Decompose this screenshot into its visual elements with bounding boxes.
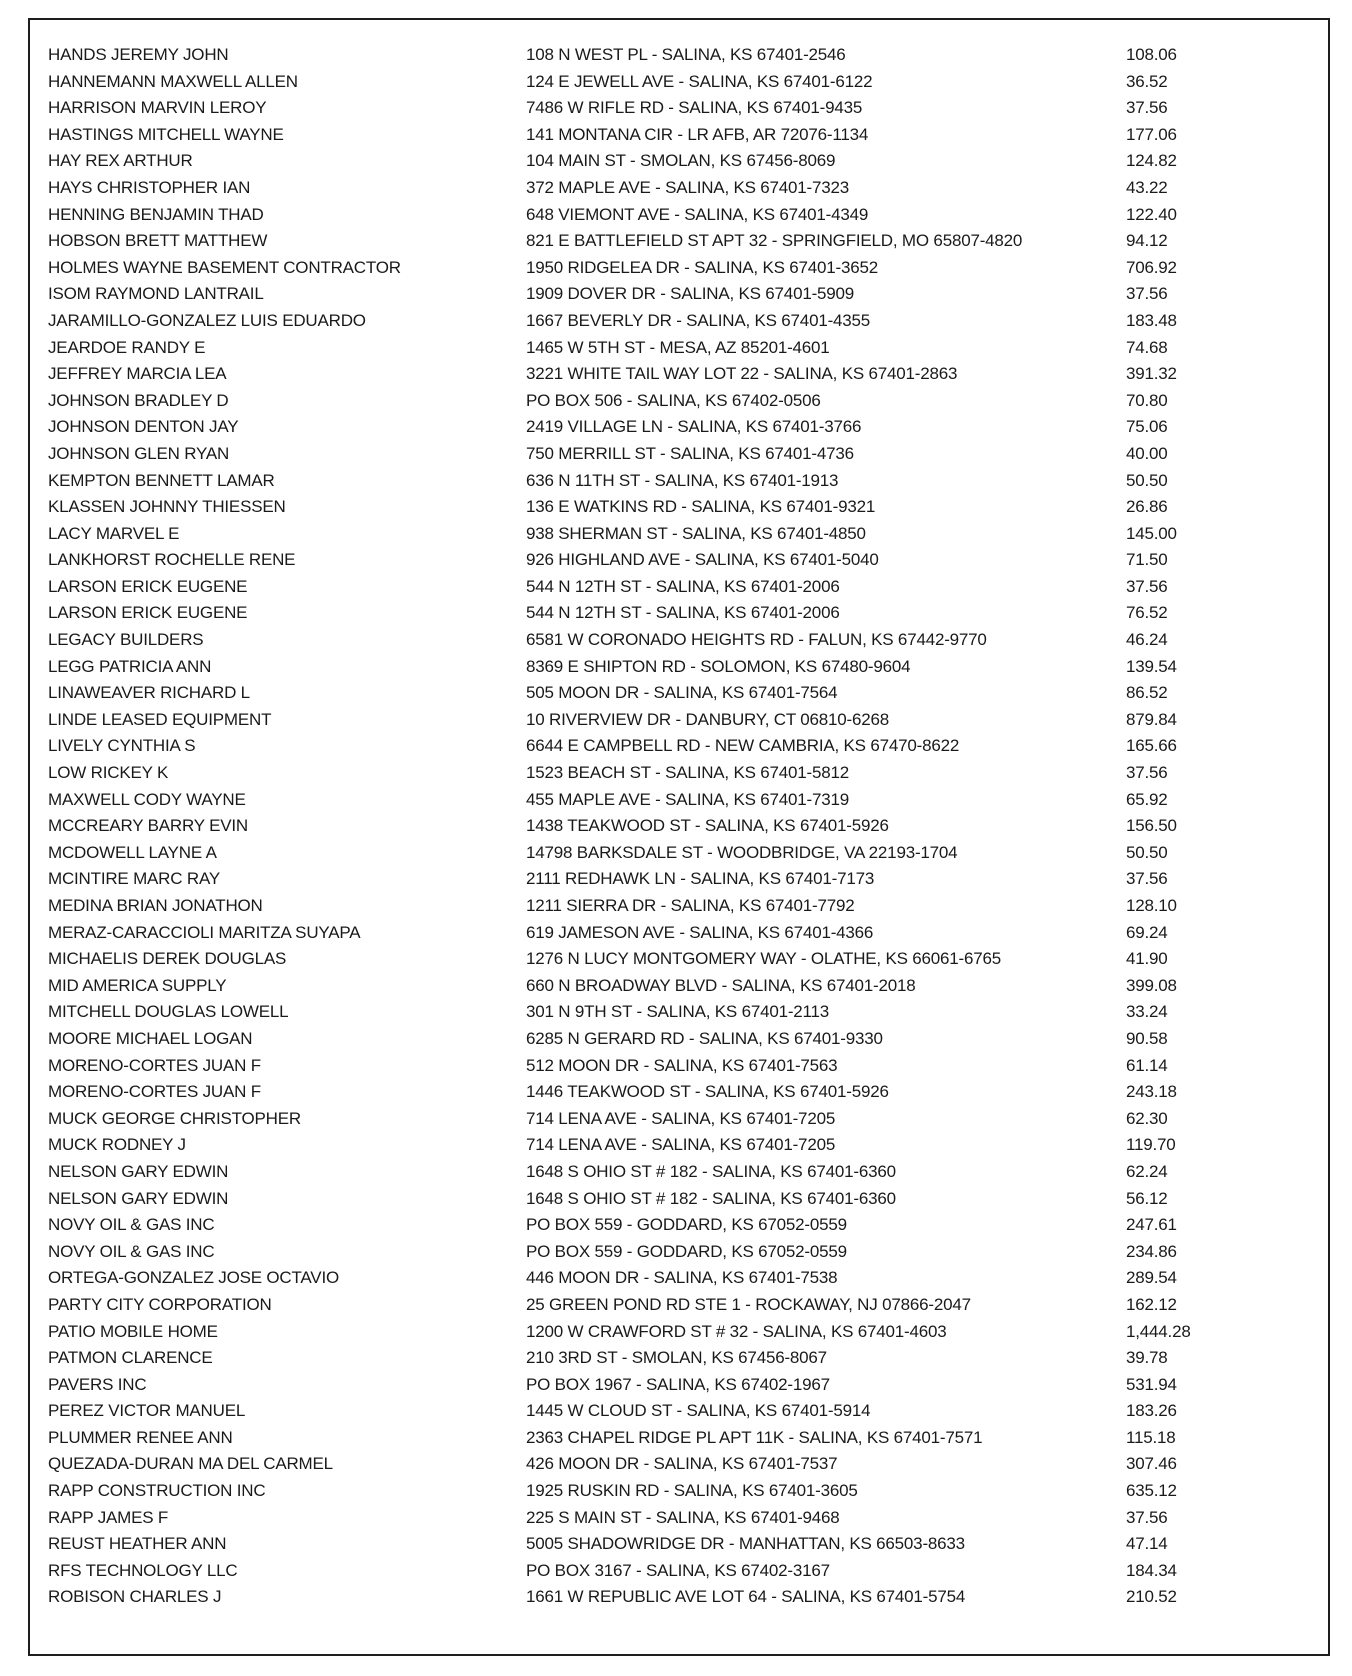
record-name: MCINTIRE MARC RAY: [48, 869, 220, 889]
record-address: 5005 SHADOWRIDGE DR - MANHATTAN, KS 66503-8633: [526, 1534, 965, 1554]
record-amount: 37.56: [1126, 576, 1168, 596]
record-address: 1523 BEACH ST - SALINA, KS 67401-5812: [526, 763, 850, 783]
record-amount: 37.56: [1126, 284, 1168, 304]
record-name: MORENO-CORTES JUAN F: [48, 1055, 261, 1075]
record-amount: 50.50: [1126, 842, 1168, 862]
record-name: ORTEGA-GONZALEZ JOSE OCTAVIO: [48, 1268, 339, 1288]
record-row: [48, 308, 1288, 335]
record-name: LIVELY CYNTHIA S: [48, 736, 196, 756]
record-address: 544 N 12TH ST - SALINA, KS 67401-2006: [526, 603, 840, 623]
record-row: [48, 1132, 1288, 1159]
record-row: [48, 1451, 1288, 1478]
record-amount: 74.68: [1126, 337, 1168, 357]
record-name: MICHAELIS DEREK DOUGLAS: [48, 949, 287, 969]
record-address: 124 E JEWELL AVE - SALINA, KS 67401-6122: [526, 71, 873, 91]
record-name: RAPP CONSTRUCTION INC: [48, 1481, 266, 1501]
record-amount: 183.26: [1126, 1401, 1177, 1421]
record-name: LANKHORST ROCHELLE RENE: [48, 550, 296, 570]
record-amount: 69.24: [1126, 922, 1168, 942]
record-address: 6285 N GERARD RD - SALINA, KS 67401-9330: [526, 1028, 883, 1048]
record-name: PATIO MOBILE HOME: [48, 1321, 218, 1341]
record-name: HASTINGS MITCHELL WAYNE: [48, 124, 284, 144]
record-amount: 37.56: [1126, 763, 1168, 783]
record-amount: 128.10: [1126, 896, 1177, 915]
record-amount: 391.32: [1126, 364, 1177, 384]
record-row: [48, 999, 1288, 1026]
record-row: [48, 441, 1288, 468]
record-amount: 90.58: [1126, 1028, 1168, 1048]
record-row: [48, 1372, 1288, 1399]
record-amount: 119.70: [1126, 1135, 1176, 1155]
record-amount: 76.52: [1126, 603, 1168, 623]
record-address: 104 MAIN ST - SMOLAN, KS 67456-8069: [526, 151, 836, 171]
record-name: KLASSEN JOHNNY THIESSEN: [48, 497, 286, 517]
record-row: [48, 95, 1288, 122]
record-row: [48, 255, 1288, 282]
record-amount: 50.50: [1126, 470, 1168, 490]
record-name: JEFFREY MARCIA LEA: [48, 364, 227, 384]
record-address: 938 SHERMAN ST - SALINA, KS 67401-4850: [526, 523, 866, 543]
record-name: HOLMES WAYNE BASEMENT CONTRACTOR: [48, 257, 401, 277]
record-name: LOW RICKEY K: [48, 763, 169, 783]
record-address: 821 E BATTLEFIELD ST APT 32 - SPRINGFIELD, MO 65807-4820: [526, 231, 1023, 251]
record-row: [48, 973, 1288, 1000]
record-name: LACY MARVEL E: [48, 523, 180, 543]
record-name: NOVY OIL & GAS INC: [48, 1241, 215, 1261]
record-name: HARRISON MARVIN LEROY: [48, 98, 267, 118]
record-address: 544 N 12TH ST - SALINA, KS 67401-2006: [526, 576, 840, 596]
record-name: JEARDOE RANDY E: [48, 337, 206, 357]
record-address: 426 MOON DR - SALINA, KS 67401-7537: [526, 1454, 838, 1474]
record-name: JARAMILLO-GONZALEZ LUIS EDUARDO: [48, 310, 366, 330]
record-row: [48, 1159, 1288, 1186]
record-amount: 36.52: [1126, 71, 1168, 91]
record-amount: 56.12: [1126, 1188, 1168, 1208]
record-address: 446 MOON DR - SALINA, KS 67401-7538: [526, 1268, 838, 1288]
record-amount: 62.24: [1126, 1161, 1168, 1181]
record-row: [48, 361, 1288, 388]
record-name: PLUMMER RENEE ANN: [48, 1427, 233, 1447]
records-list: [48, 42, 1288, 1611]
record-amount: 531.94: [1126, 1374, 1177, 1394]
record-name: PATMON CLARENCE: [48, 1348, 213, 1368]
record-amount: 879.84: [1126, 709, 1177, 729]
record-row: [48, 521, 1288, 548]
record-name: LEGACY BUILDERS: [48, 630, 204, 650]
record-name: JOHNSON DENTON JAY: [48, 417, 239, 437]
record-row: [48, 1026, 1288, 1053]
record-amount: 115.18: [1126, 1427, 1176, 1447]
record-row: [48, 1292, 1288, 1319]
record-amount: 41.90: [1126, 949, 1168, 969]
record-row: [48, 1398, 1288, 1425]
record-address: 14798 BARKSDALE ST - WOODBRIDGE, VA 22193-1704: [526, 842, 958, 862]
record-name: PAVERS INC: [48, 1374, 147, 1394]
record-row: [48, 920, 1288, 947]
record-address: 1648 S OHIO ST # 182 - SALINA, KS 67401-6360: [526, 1161, 896, 1181]
record-row: [48, 494, 1288, 521]
record-address: 8369 E SHIPTON RD - SOLOMON, KS 67480-9604: [526, 656, 911, 676]
record-name: HENNING BENJAMIN THAD: [48, 204, 264, 224]
record-amount: 162.12: [1126, 1294, 1177, 1314]
record-row: [48, 1345, 1288, 1372]
record-address: PO BOX 3167 - SALINA, KS 67402-3167: [526, 1560, 830, 1580]
record-row: [48, 840, 1288, 867]
record-amount: 165.66: [1126, 736, 1177, 756]
record-address: 7486 W RIFLE RD - SALINA, KS 67401-9435: [526, 98, 863, 118]
record-address: 10 RIVERVIEW DR - DANBURY, CT 06810-6268: [526, 709, 890, 729]
record-name: LARSON ERICK EUGENE: [48, 603, 248, 623]
record-name: MUCK GEORGE CHRISTOPHER: [48, 1108, 301, 1128]
record-amount: 177.06: [1126, 124, 1177, 144]
record-row: [48, 1558, 1288, 1585]
record-address: 619 JAMESON AVE - SALINA, KS 67401-4366: [526, 922, 874, 942]
record-address: 1648 S OHIO ST # 182 - SALINA, KS 67401-6360: [526, 1188, 896, 1208]
record-address: 210 3RD ST - SMOLAN, KS 67456-8067: [526, 1348, 827, 1368]
record-name: NELSON GARY EDWIN: [48, 1188, 229, 1208]
record-amount: 40.00: [1126, 443, 1168, 463]
record-amount: 183.48: [1126, 310, 1177, 330]
record-amount: 124.82: [1126, 151, 1177, 171]
record-row: [48, 1265, 1288, 1292]
record-row: [48, 707, 1288, 734]
record-address: 1909 DOVER DR - SALINA, KS 67401-5909: [526, 284, 855, 304]
record-name: MITCHELL DOUGLAS LOWELL: [48, 1002, 289, 1022]
record-amount: 65.92: [1126, 789, 1168, 809]
record-row: [48, 1531, 1288, 1558]
record-amount: 706.92: [1126, 257, 1177, 277]
record-row: [48, 627, 1288, 654]
record-amount: 47.14: [1126, 1534, 1168, 1554]
record-name: ROBISON CHARLES J: [48, 1587, 222, 1607]
record-address: 1200 W CRAWFORD ST # 32 - SALINA, KS 67401-4603: [526, 1321, 947, 1341]
record-row: [48, 547, 1288, 574]
record-address: 1661 W REPUBLIC AVE LOT 64 - SALINA, KS 67401-5754: [526, 1587, 966, 1607]
record-row: [48, 654, 1288, 681]
record-amount: 70.80: [1126, 390, 1168, 410]
record-amount: 43.22: [1126, 177, 1168, 197]
record-name: QUEZADA-DURAN MA DEL CARMEL: [48, 1454, 333, 1474]
record-row: [48, 1425, 1288, 1452]
record-row: [48, 42, 1288, 69]
record-amount: 26.86: [1126, 497, 1168, 517]
record-name: LINDE LEASED EQUIPMENT: [48, 709, 272, 729]
record-row: [48, 228, 1288, 255]
record-row: [48, 1584, 1288, 1611]
record-address: 141 MONTANA CIR - LR AFB, AR 72076-1134: [526, 124, 869, 144]
record-address: PO BOX 506 - SALINA, KS 67402-0506: [526, 390, 821, 410]
record-address: 301 N 9TH ST - SALINA, KS 67401-2113: [526, 1002, 830, 1022]
record-name: MUCK RODNEY J: [48, 1135, 186, 1155]
record-row: [48, 574, 1288, 601]
record-amount: 94.12: [1126, 231, 1168, 251]
record-address: 1925 RUSKIN RD - SALINA, KS 67401-3605: [526, 1481, 858, 1501]
record-row: [48, 946, 1288, 973]
record-name: HOBSON BRETT MATTHEW: [48, 231, 268, 251]
record-amount: 33.24: [1126, 1002, 1168, 1022]
record-address: 1465 W 5TH ST - MESA, AZ 85201-4601: [526, 337, 830, 357]
record-amount: 184.34: [1126, 1560, 1177, 1580]
record-name: NELSON GARY EDWIN: [48, 1161, 229, 1181]
record-amount: 62.30: [1126, 1108, 1168, 1128]
record-amount: 37.56: [1126, 1507, 1168, 1527]
record-name: MCDOWELL LAYNE A: [48, 842, 217, 862]
record-name: PARTY CITY CORPORATION: [48, 1294, 272, 1314]
record-row: [48, 600, 1288, 627]
record-address: 505 MOON DR - SALINA, KS 67401-7564: [526, 683, 838, 703]
record-name: HANDS JEREMY JOHN: [48, 45, 229, 64]
record-address: PO BOX 559 - GODDARD, KS 67052-0559: [526, 1241, 847, 1261]
record-row: [48, 175, 1288, 202]
record-row: [48, 1319, 1288, 1346]
record-name: RAPP JAMES F: [48, 1507, 169, 1527]
record-row: [48, 733, 1288, 760]
record-row: [48, 468, 1288, 495]
record-amount: 307.46: [1126, 1454, 1177, 1474]
record-address: 108 N WEST PL - SALINA, KS 67401-2546: [526, 45, 846, 64]
record-name: MOORE MICHAEL LOGAN: [48, 1028, 253, 1048]
record-amount: 289.54: [1126, 1268, 1177, 1288]
record-amount: 635.12: [1126, 1481, 1177, 1501]
record-address: 1276 N LUCY MONTGOMERY WAY - OLATHE, KS 66061-6765: [526, 949, 1002, 969]
record-row: [48, 1239, 1288, 1266]
record-address: 2363 CHAPEL RIDGE PL APT 11K - SALINA, KS 67401-7571: [526, 1427, 983, 1447]
record-address: 1667 BEVERLY DR - SALINA, KS 67401-4355: [526, 310, 871, 330]
record-name: RFS TECHNOLOGY LLC: [48, 1560, 238, 1580]
record-row: [48, 335, 1288, 362]
record-row: [48, 1079, 1288, 1106]
record-row: [48, 1053, 1288, 1080]
record-name: MORENO-CORTES JUAN F: [48, 1082, 261, 1102]
record-amount: 39.78: [1126, 1348, 1168, 1368]
record-row: [48, 122, 1288, 149]
record-name: JOHNSON GLEN RYAN: [48, 443, 230, 463]
record-name: HANNEMANN MAXWELL ALLEN: [48, 71, 298, 91]
record-address: 6581 W CORONADO HEIGHTS RD - FALUN, KS 67442-9770: [526, 630, 987, 650]
record-name: MID AMERICA SUPPLY: [48, 975, 227, 995]
record-address: 1438 TEAKWOOD ST - SALINA, KS 67401-5926: [526, 816, 889, 836]
record-name: MCCREARY BARRY EVIN: [48, 816, 248, 836]
record-amount: 399.08: [1126, 975, 1177, 995]
record-address: 225 S MAIN ST - SALINA, KS 67401-9468: [526, 1507, 840, 1527]
record-amount: 145.00: [1126, 523, 1177, 543]
record-address: 3221 WHITE TAIL WAY LOT 22 - SALINA, KS 67401-2863: [526, 364, 958, 384]
record-name: MERAZ-CARACCIOLI MARITZA SUYAPA: [48, 922, 361, 942]
record-name: ISOM RAYMOND LANTRAIL: [48, 284, 264, 304]
record-row: [48, 148, 1288, 175]
record-address: 136 E WATKINS RD - SALINA, KS 67401-9321: [526, 497, 876, 517]
record-name: LEGG PATRICIA ANN: [48, 656, 212, 676]
record-address: 6644 E CAMPBELL RD - NEW CAMBRIA, KS 67470-8622: [526, 736, 960, 756]
record-name: REUST HEATHER ANN: [48, 1534, 227, 1554]
record-name: MAXWELL CODY WAYNE: [48, 789, 246, 809]
record-name: MEDINA BRIAN JONATHON: [48, 896, 263, 915]
record-address: 750 MERRILL ST - SALINA, KS 67401-4736: [526, 443, 854, 463]
record-amount: 61.14: [1126, 1055, 1168, 1075]
record-name: PEREZ VICTOR MANUEL: [48, 1401, 246, 1421]
record-row: [48, 1505, 1288, 1532]
record-row: [48, 893, 1288, 920]
record-address: PO BOX 1967 - SALINA, KS 67402-1967: [526, 1374, 830, 1394]
record-address: 926 HIGHLAND AVE - SALINA, KS 67401-5040: [526, 550, 879, 570]
record-amount: 86.52: [1126, 683, 1168, 703]
record-name: NOVY OIL & GAS INC: [48, 1215, 215, 1235]
record-name: HAYS CHRISTOPHER IAN: [48, 177, 251, 197]
record-address: 648 VIEMONT AVE - SALINA, KS 67401-4349: [526, 204, 869, 224]
record-row: [48, 1212, 1288, 1239]
record-row: [48, 1186, 1288, 1213]
record-address: 714 LENA AVE - SALINA, KS 67401-7205: [526, 1135, 836, 1155]
record-row: [48, 866, 1288, 893]
record-amount: 234.86: [1126, 1241, 1177, 1261]
record-row: [48, 680, 1288, 707]
record-address: 372 MAPLE AVE - SALINA, KS 67401-7323: [526, 177, 850, 197]
record-address: 660 N BROADWAY BLVD - SALINA, KS 67401-2018: [526, 975, 916, 995]
record-amount: 247.61: [1126, 1215, 1177, 1235]
record-amount: 243.18: [1126, 1082, 1177, 1102]
record-name: KEMPTON BENNETT LAMAR: [48, 470, 275, 490]
record-amount: 122.40: [1126, 204, 1177, 224]
record-amount: 75.06: [1126, 417, 1168, 437]
record-row: [48, 388, 1288, 415]
record-amount: 108.06: [1126, 45, 1177, 64]
record-address: 636 N 11TH ST - SALINA, KS 67401-1913: [526, 470, 839, 490]
record-address: 1950 RIDGELEA DR - SALINA, KS 67401-3652: [526, 257, 879, 277]
record-row: [48, 414, 1288, 441]
record-row: [48, 1478, 1288, 1505]
record-amount: 139.54: [1126, 656, 1177, 676]
record-row: [48, 787, 1288, 814]
record-name: LINAWEAVER RICHARD L: [48, 683, 250, 703]
record-address: 2111 REDHAWK LN - SALINA, KS 67401-7173: [526, 869, 875, 889]
record-amount: 156.50: [1126, 816, 1177, 836]
record-name: JOHNSON BRADLEY D: [48, 390, 229, 410]
record-address: 1445 W CLOUD ST - SALINA, KS 67401-5914: [526, 1401, 871, 1421]
record-row: [48, 1106, 1288, 1133]
record-name: HAY REX ARTHUR: [48, 151, 193, 171]
record-address: 2419 VILLAGE LN - SALINA, KS 67401-3766: [526, 417, 862, 437]
record-amount: 71.50: [1126, 550, 1168, 570]
record-row: [48, 202, 1288, 229]
record-address: 1211 SIERRA DR - SALINA, KS 67401-7792: [526, 896, 855, 915]
record-address: 1446 TEAKWOOD ST - SALINA, KS 67401-5926: [526, 1082, 889, 1102]
record-row: [48, 69, 1288, 96]
record-address: 455 MAPLE AVE - SALINA, KS 67401-7319: [526, 789, 850, 809]
record-amount: 37.56: [1126, 869, 1168, 889]
record-amount: 210.52: [1126, 1587, 1177, 1607]
record-amount: 37.56: [1126, 98, 1168, 118]
record-address: 25 GREEN POND RD STE 1 - ROCKAWAY, NJ 07866-2047: [526, 1294, 971, 1314]
record-row: [48, 760, 1288, 787]
record-address: PO BOX 559 - GODDARD, KS 67052-0559: [526, 1215, 847, 1235]
record-amount: 46.24: [1126, 630, 1168, 650]
record-row: [48, 813, 1288, 840]
record-amount: 1,444.28: [1126, 1321, 1191, 1341]
record-address: 714 LENA AVE - SALINA, KS 67401-7205: [526, 1108, 836, 1128]
record-row: [48, 281, 1288, 308]
record-address: 512 MOON DR - SALINA, KS 67401-7563: [526, 1055, 838, 1075]
record-name: LARSON ERICK EUGENE: [48, 576, 248, 596]
